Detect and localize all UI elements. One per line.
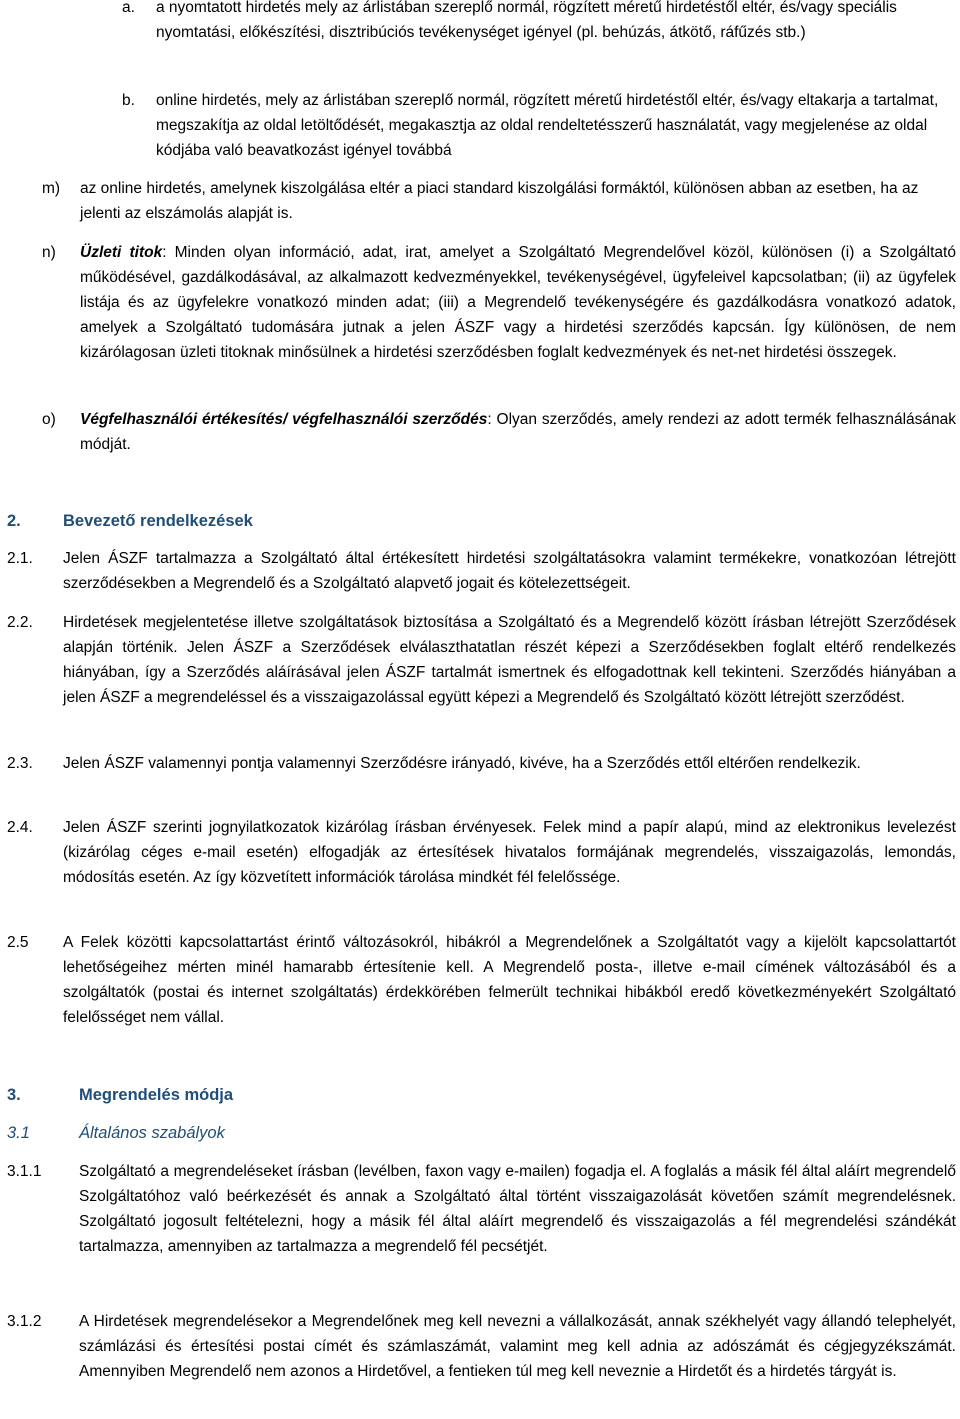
clause-2-4	[7, 815, 956, 890]
definition-term: Végfelhasználói értékesítés/ végfelhasználói szerződés	[80, 411, 488, 428]
definition-text: : Olyan szerződés, amely rendezi az adott termék felhasználásának módját.	[80, 411, 957, 453]
list-marker: a.	[122, 0, 135, 16]
definition-marker: n)	[42, 244, 56, 261]
clause-3-1-2	[7, 1309, 956, 1384]
section-number: 3.	[7, 1086, 21, 1104]
section-2-heading	[7, 509, 253, 534]
clause-number: 2.4.	[7, 819, 33, 836]
clause-2-5	[7, 930, 956, 1030]
clause-2-1	[7, 546, 956, 596]
clause-text: A Hirdetések megrendelésekor a Megrendelőnek meg kell nevezni a vállalkozását, annak székhelyét vagy állandó telephelyét, számlázási és értesítési postai címét és számlaszámát, valamint meg kell adnia az adószámát és cégjegyzékszámát. Amennyiben Megrendelő nem azonos a Hirdetővel, a fentieken túl meg kell neveznie a Hirdetőt és a hirdetés tárgyát is.	[79, 1313, 956, 1380]
subsection-number: 3.1	[7, 1124, 30, 1142]
section-3-heading	[7, 1083, 233, 1108]
list-marker: b.	[122, 92, 135, 109]
definition-body	[80, 240, 956, 365]
definition-o	[42, 407, 956, 457]
definition-body	[80, 407, 956, 457]
clause-text: Hirdetések megjelentetése illetve szolgáltatások biztosítása a Szolgáltató és a Megrendelő között írásban létrejött Szerződések alapján történik. Jelen ÁSZF a Szerződések elválaszthatatlan részét képezi a Szerződésekben foglalt eltérő rendelkezés hiányában, így a Szerződés aláírásával jelen ÁSZF tartalmát ismertnek és elfogadottnak kell tekinteni. Szerződés hiányában a jelen ÁSZF a megrendeléssel és a visszaigazolással együtt képezi a Megrendelő és Szolgáltató között létrejött szerződést.	[63, 614, 956, 706]
clause-number: 2.1.	[7, 550, 33, 567]
subsection-title: Általános szabályok	[79, 1124, 225, 1142]
definition-m	[42, 176, 956, 226]
clause-text: A Felek közötti kapcsolattartást érintő változásokról, hibákról a Megrendelőnek a Szolgáltatót vagy a kijelölt kapcsolattartót lehetőségeihez mérten minél hamarabb értesítenie kell. A Megrendelő posta-, illetve e-mail címének változásából és a szolgáltatók (postai és internet szolgáltatás) érdekkörében felmerült technikai hibákból eredő következményekért Szolgáltató felelősséget nem vállal.	[63, 934, 956, 1026]
definition-n	[42, 240, 956, 365]
clause-number: 2.2.	[7, 614, 33, 631]
list-item-b	[122, 88, 956, 163]
list-item-a	[122, 0, 956, 45]
definition-text: : Minden olyan információ, adat, irat, amelyet a Szolgáltató Megrendelővel közöl, különösen (i) a Szolgáltató működésével, gazdálkodásával, az alkalmazott kedvezményekkel, tevékenységével, ügyfeleivel kapcsolatban; (ii) az ügyfelek listája és az ügyfelekre vonatkozó minden adat; (iii) a Megrendelő tevékenységére és gazdálkodásra vonatkozó adatok, amelyek a Szolgáltató tudomására jutnak a jelen ÁSZF vagy a hirdetési szerződés kapcsán. Így különösen, de nem kizárólagosan üzleti titoknak minősülnek a hirdetési szerződésben foglalt kedvezmények és net-net hirdetési összegek.	[80, 244, 956, 361]
subsection-3-1-heading	[7, 1121, 225, 1146]
clause-number: 3.1.2	[7, 1313, 42, 1330]
clause-text: Jelen ÁSZF valamennyi pontja valamennyi Szerződésre irányadó, kivéve, ha a Szerződés ettől eltérően rendelkezik.	[63, 755, 861, 772]
section-title: Bevezető rendelkezések	[63, 512, 253, 530]
clause-number: 2.3.	[7, 755, 33, 772]
clause-text: Jelen ÁSZF szerinti jognyilatkozatok kizárólag írásban érvényesek. Felek mind a papír alapú, mind az elektronikus levelezést (kizárólag céges e-mail esetén) elfogadják az értesítések hivatalos formájának megrendelés, visszaigazolás, lemondás, módosítás esetén. Az így közvetített információk tárolása mindkét fél felelőssége.	[63, 819, 956, 886]
definition-term: Üzleti titok	[80, 244, 163, 261]
clause-number: 2.5	[7, 934, 29, 951]
definition-text: az online hirdetés, amelynek kiszolgálása eltér a piaci standard kiszolgálási formáktól, különösen abban az esetben, ha az jelenti az elszámolás alapját is.	[80, 180, 919, 222]
list-text: online hirdetés, mely az árlistában szereplő normál, rögzített méretű hirdetéstől eltér, és/vagy eltakarja a tartalmat, megszakítja az oldal letöltődését, megakasztja az oldal rendeltetésszerű használatát, vagy megjelenése az oldal kódjába való beavatkozást igényel továbbá	[156, 92, 939, 159]
clause-3-1-1	[7, 1159, 956, 1259]
clause-text: Szolgáltató a megrendeléseket írásban (levélben, faxon vagy e-mailen) fogadja el. A foglalás a másik fél által aláírt megrendelő Szolgáltatóhoz való beérkezését és annak a Szolgáltató által történt visszaigazolását követően számít megrendelésnek. Szolgáltató jogosult feltételezni, hogy a másik fél által aláírt megrendelő és visszaigazolás a fél megrendelési szándékát tartalmazza, amennyiben az tartalmazza a megrendelő fél pecsétjét.	[79, 1163, 956, 1255]
clause-number: 3.1.1	[7, 1163, 42, 1180]
section-title: Megrendelés módja	[79, 1086, 234, 1104]
clause-text: Jelen ÁSZF tartalmazza a Szolgáltató által értékesített hirdetési szolgáltatásokra valamint termékekre, vonatkozóan létrejött szerződésekben a Megrendelő és a Szolgáltató alapvető jogait és kötelezettségeit.	[63, 550, 956, 592]
definition-marker: o)	[42, 411, 56, 428]
section-number: 2.	[7, 512, 21, 530]
clause-2-3	[7, 751, 956, 776]
clause-2-2	[7, 610, 956, 710]
list-text: a nyomtatott hirdetés mely az árlistában szereplő normál, rögzített méretű hirdetéstől eltér, és/vagy speciális nyomtatási, előkészítési, disztribúciós tevékenységet igényel (pl. behúzás, átkötő, ráfűzés stb.)	[156, 0, 897, 41]
definition-marker: m)	[42, 180, 61, 197]
